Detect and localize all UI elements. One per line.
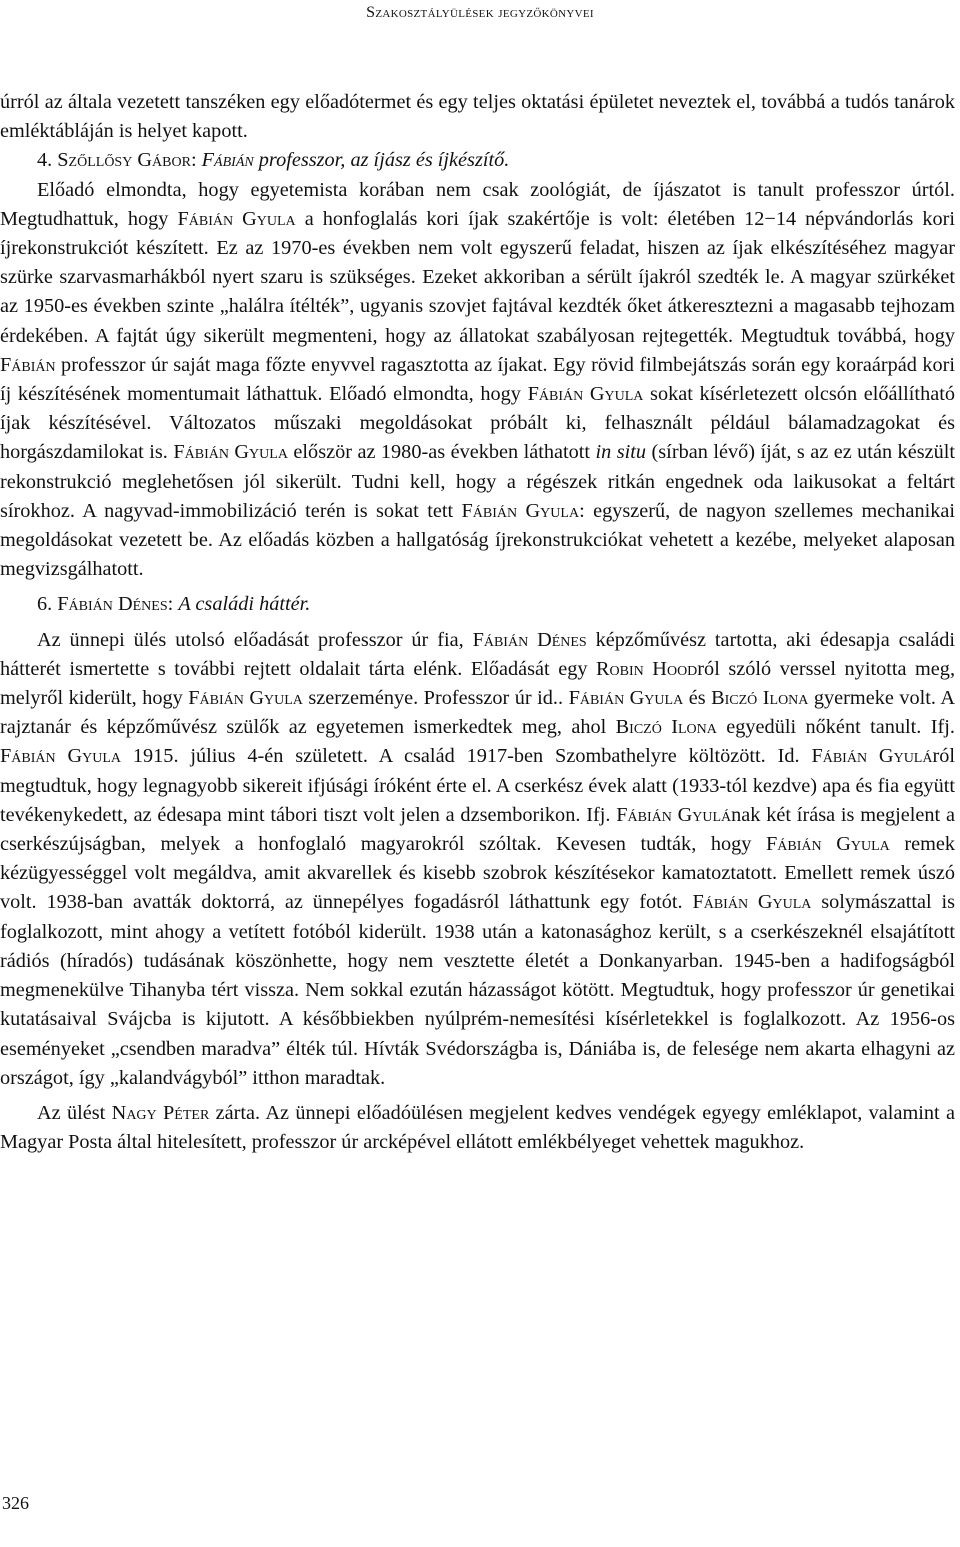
heading-title: A családi háttér. — [178, 593, 311, 616]
paragraph-closing — [0, 1099, 955, 1157]
heading-author: Szőllősy Gábor — [57, 149, 191, 172]
running-head — [0, 4, 960, 22]
person-name: Fábián Gyula — [692, 891, 812, 914]
text-span: Az ünnepi ülés utolsó előadását professzor úr fia, — [37, 628, 473, 651]
person-name: Fábián Gyula — [527, 383, 644, 406]
text-span: képzőművész tartotta, aki édesapja családi hátterét ismertette s további rejtett oldalait tárta elénk. Előadását egy — [0, 628, 955, 680]
text-span: solymászattal is foglalkozott, mint ahogy a vetített fotóból kiderült. 1938 után a katonasághoz került, s a cserkészeknél elsajátított rádiós (híradós) tudásának köszönhette, hogy nem vesztette életét a Donkanyarban. 1945-ben a hadifogságból megmenekülve Tihanyba tért vissza. Nem sokkal ezután házasságot kötött. Megtudtuk, hogy professzor úr genetikai kutatásaival Svájcba is kijutott. A későbbiekben nyúlprém-nemesítési kísérletekkel is foglalkozott. Az 1956-os eseményeket „csendben maradva” élték túl. Hívták Svédországba is, Dániába is, de felesége nem akarta elhagyni az országot, így „kalandvágyból” itthon maradtak. — [0, 891, 955, 1089]
text-span: remek kézügyességgel volt megáldva, amit akvarellek és kisebb szobrok készítésekor kamatoztatott. Emellett remek úszó volt. 1938-ban avatták doktorrá, az ünnepélyes fogadásról láthattunk egy fotót. — [0, 833, 955, 914]
heading-number: 4. — [37, 149, 58, 172]
person-name: Fábián Gyula — [766, 833, 890, 856]
section-heading-6 — [0, 590, 955, 619]
running-head-text: Szakosztályülések jegyzőkönyvei — [366, 4, 594, 21]
person-name: Fábián Gyula — [173, 441, 288, 464]
text-span: először az 1980-as években láthatott — [287, 441, 596, 464]
text-span: úrról az általa vezetett tanszéken egy előadótermet és egy teljes oktatási épületet neveztek el, továbbá a tudós tanárok emléktábláján is helyet kapott. — [0, 91, 955, 143]
text-span: professzor úr saját maga főzte enyvvel ragasztotta az íjakat. Egy rövid filmbejátszás során egy koraárpád kori íj készítésének momentumait láthattuk. Előadó elmondta, hogy — [0, 353, 955, 406]
paragraph-archery — [0, 176, 955, 585]
heading-title-name: Fábián — [201, 149, 254, 172]
heading-author: Fábián Dénes — [57, 593, 168, 616]
body-text — [0, 88, 955, 1157]
text-span: szerzeménye. Professzor úr id.. — [302, 687, 569, 710]
text-span: 1915. július 4-én született. A család 1917-ben Szombathelyre költözött. Id. — [121, 745, 812, 768]
italic-term: in situ — [595, 441, 647, 464]
text-span: Előadó elmondta, hogy egyetemista korában nem csak zoológiát, de íjászatot is tanult professzor úrtól. Megtudhattuk, hogy — [0, 178, 955, 230]
text-span: ról megtudtuk, hogy legnagyobb sikereit ifjúsági íróként érte el. A cserkész évek alatt (1933-tól kezdve) apa és fia együtt tevékenykedett, az édesapa mint tábori tiszt volt jelen a dzsemborikon. Ifj. — [0, 745, 955, 826]
text-span: Az ülést — [37, 1101, 112, 1124]
text-span: és — [683, 687, 712, 710]
text-span: sokat kísérletezett olcsón előállítható íjak készítésével. Változatos műszaki megoldásokat próbált ki, felhasznált például bálamadzagokat és horgászdamilokat is. — [0, 383, 955, 464]
heading-title: professzor, az íjász és íjkészítő. — [253, 149, 510, 172]
text-span: (sírban lévő) íját, s az ez után készült rekonstrukció meglehetősen jól sikerült. Tudni kell, hogy a régészek ritkán engednek oda laikusokat a feltárt sírokhoz. A nagyvad-immobilizáció terén is sokat tett — [0, 441, 955, 522]
section-heading-4 — [0, 146, 955, 175]
paragraph-intro — [0, 88, 955, 146]
text-span: egyedüli nőként tanult. Ifj. — [716, 716, 955, 739]
person-name: Fábián Gyula — [177, 207, 296, 230]
person-name: Fábián — [0, 353, 56, 376]
text-span: gyermeke volt. A rajztanár és képzőművész szülők az egyetemen ismerkedtek meg, ahol — [0, 687, 955, 739]
page-number: 326 — [2, 1493, 29, 1513]
text-span: nak két írása is megjelent a cserkészújságban, melyek a honfoglaló magyarokról szóltak. Kevesen tudták, hogy — [0, 803, 955, 856]
person-name: Fábián Gyulá — [811, 745, 933, 768]
person-name: Fábián Gyula — [568, 687, 684, 710]
text-span: a honfoglalás kori íjak szakértője is volt: életében 12−14 népvándorlás kori íjrekonstrukciót készített. Ez az 1970-es években nem volt egyszerű feladat, hiszen az íjak elkészítéséhez magyar szürke szarvasmarhákból nyert szaru is szükséges. Ezeket akkoriban a sérült íjakról szedték le. A magyar szürkéket az 1950-es években szinte „halálra ítélték”, ugyanis szovjet fajtával kezdték őket átkeresztezni a magasabb tejhozam érdekében. A fajtát úgy sikerült megmenteni, hogy az állatokat szabályosan rejtegették. Megtudtuk továbbá, hogy — [0, 207, 955, 347]
person-name: Biczó Ilona — [711, 687, 809, 710]
person-name: Fábián Dénes — [472, 628, 587, 651]
person-name: Fábián Gyula — [461, 499, 580, 522]
paragraph-family — [0, 626, 955, 1093]
person-name: Fábián Gyulá — [616, 803, 732, 826]
text-span: : egyszerű, de nagyon szellemes mechanikai megoldásokat vezetett be. Az előadás közben a hallgatóság íjrekonstrukciókat vehetett a kezébe, melyeket alaposan megvizsgálhatott. — [0, 499, 955, 581]
person-name: Biczó Ilona — [615, 716, 717, 739]
heading-colon: : — [190, 149, 202, 172]
person-name: Nagy Péter — [111, 1101, 210, 1124]
person-name: Fábián Gyula — [188, 687, 303, 710]
heading-colon: : — [167, 593, 179, 616]
person-name: Fábián Gyula — [0, 745, 122, 768]
text-span: ról szóló verssel nyitotta meg, melyről kiderült, hogy — [0, 657, 956, 710]
text-span: zárta. Az ünnepi előadóülésen megjelent kedves vendégek egyegy emléklapot, valamint a Magyar Posta által hitelesített, professzor úr arcképével ellátott emlékbélyeget vehettek magukhoz. — [0, 1101, 955, 1154]
heading-number: 6. — [37, 593, 58, 616]
person-name: Robin Hood — [596, 657, 698, 680]
